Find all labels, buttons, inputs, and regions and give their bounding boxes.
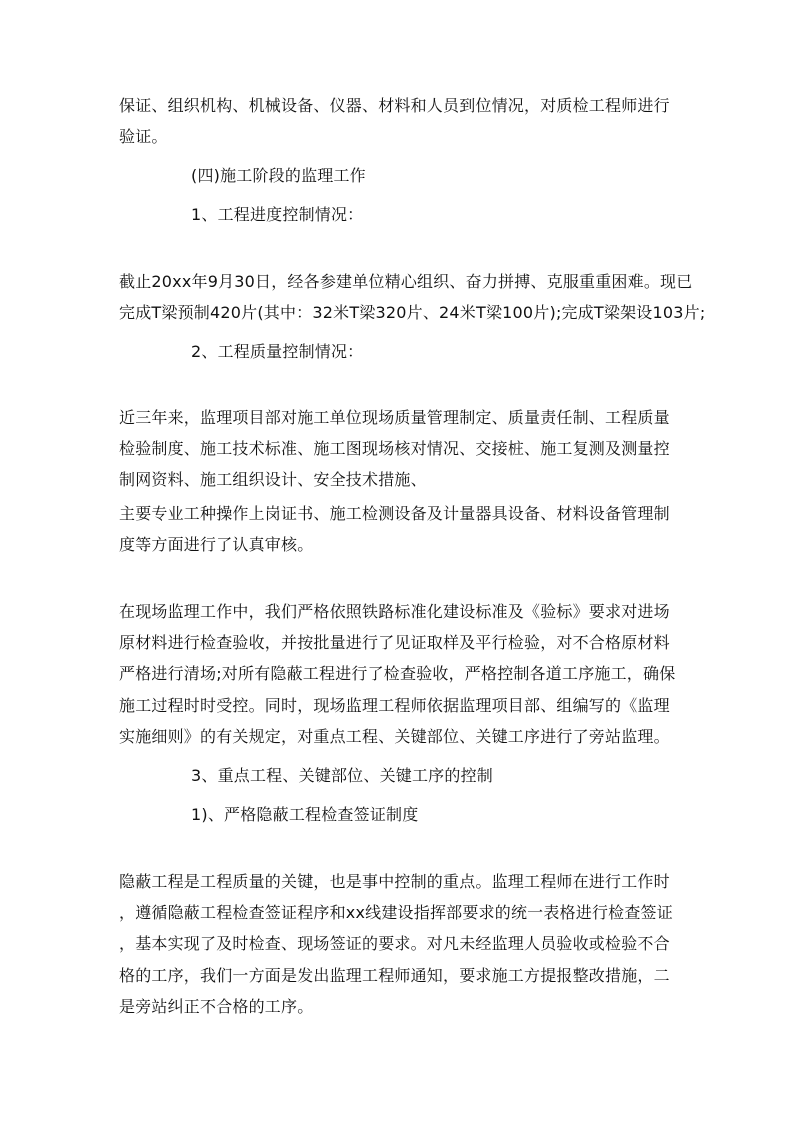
text-line: 验证。	[119, 127, 168, 146]
text-line: 是旁站纠正不合格的工序。	[119, 997, 314, 1016]
text-line: 施工过程时时受控。同时，现场监理工程师依据监理项目部、组编写的《监理	[119, 696, 670, 715]
subsection-heading: 3、重点工程、关键部位、关键工序的控制	[191, 766, 493, 785]
text-line: 隐蔽工程是工程质量的关键，也是事中控制的重点。监理工程师在进行工作时	[119, 872, 670, 891]
text-line: 原材料进行检查验收，并按批量进行了见证取样及平行检验，对不合格原材料	[119, 633, 670, 652]
text-line: 近三年来，监理项目部对施工单位现场质量管理制定、质量责任制、工程质量	[119, 408, 670, 427]
text-line: 格的工序，我们一方面是发出监理工程师通知，要求施工方提报整改措施，二	[119, 966, 670, 985]
section-heading: (四)施工阶段的监理工作	[191, 166, 366, 185]
text-line: ，遵循隐蔽工程检查签证程序和xx线建设指挥部要求的统一表格进行检查签证	[119, 903, 673, 922]
text-line: 主要专业工种操作上岗证书、施工检测设备及计量器具设备、材料设备管理制	[119, 504, 670, 523]
text-line: 在现场监理工作中，我们严格依照铁路标准化建设标准及《验标》要求对进场	[119, 602, 670, 621]
text-line: 制网资料、施工组织设计、安全技术措施、	[119, 470, 427, 489]
text-line: 严格进行清场;对所有隐蔽工程进行了检查验收，严格控制各道工序施工，确保	[119, 664, 676, 683]
subsection-heading: 1、工程进度控制情况：	[191, 205, 364, 224]
text-line: ，基本实现了及时检查、现场签证的要求。对凡未经监理人员验收或检验不合	[119, 934, 670, 953]
text-line: 保证、组织机构、机械设备、仪器、材料和人员到位情况，对质检工程师进行	[119, 96, 670, 115]
text-line: 截止20xx年9月30日，经各参建单位精心组织、奋力拼搏、克服重重困难。现已	[119, 272, 693, 291]
text-line: 检验制度、施工技术标准、施工图现场核对情况、交接桩、施工复测及测量控	[119, 439, 670, 458]
text-line: 完成T梁预制420片(其中：32米T梁320片、24米T梁100片);完成T梁架设103片;	[119, 303, 706, 322]
text-line: 实施细则》的有关规定，对重点工程、关键部位、关键工序进行了旁站监理。	[119, 727, 670, 746]
subsection-heading: 1)、严格隐蔽工程检查签证制度	[191, 805, 419, 824]
subsection-heading: 2、工程质量控制情况：	[191, 342, 364, 361]
text-line: 度等方面进行了认真审核。	[119, 535, 314, 554]
